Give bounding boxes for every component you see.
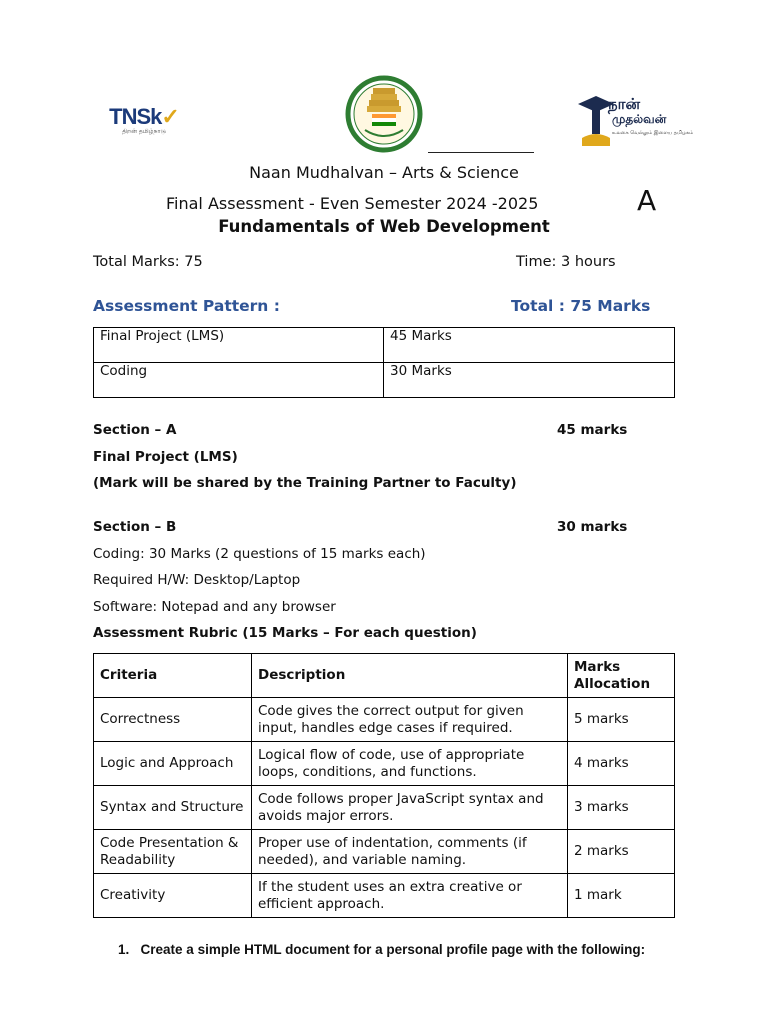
table-row	[94, 698, 675, 742]
table-row	[94, 363, 675, 398]
table-row	[94, 830, 675, 874]
question-set-variant: A	[637, 184, 657, 217]
naan-mudhalvan-logo: நான் முதல்வன் உலகை வெல்லும் இளைய தமிழகம்	[572, 92, 678, 152]
criteria-cell: Syntax and Structure	[94, 786, 252, 830]
tnskill-logo: TNSk✓ திறன் தமிழ்நாடு	[109, 104, 179, 135]
table-row	[94, 874, 675, 918]
tamil-nadu-emblem	[345, 74, 423, 154]
criteria-cell: Code Presentation & Readability	[94, 830, 252, 874]
assessment-title: Final Assessment - Even Semester 2024 -2025	[166, 194, 539, 213]
hardware-info: Required H/W: Desktop/Laptop	[93, 572, 301, 588]
table-row	[94, 328, 675, 363]
assessment-rubric-table	[93, 653, 675, 918]
section-a-line2: (Mark will be shared by the Training Partner to Faculty)	[93, 475, 517, 491]
criteria-cell: Creativity	[94, 874, 252, 918]
assessment-pattern-heading: Assessment Pattern :	[93, 297, 280, 315]
column-header: Criteria	[94, 654, 252, 698]
time-allowed: Time: 3 hours	[516, 254, 616, 270]
signature-line	[428, 152, 534, 153]
marks-cell: 1 mark	[568, 874, 675, 918]
coding-info: Coding: 30 Marks (2 questions of 15 marks each)	[93, 546, 426, 562]
section-b-title: Section – B	[93, 519, 177, 535]
pattern-item: Coding	[94, 363, 384, 398]
section-a-title: Section – A	[93, 422, 177, 438]
assessment-pattern-table	[93, 327, 675, 398]
question-text: Create a simple HTML document for a personal profile page with the following:	[140, 942, 646, 957]
criteria-cell: Logic and Approach	[94, 742, 252, 786]
program-title: Naan Mudhalvan – Arts & Science	[249, 163, 519, 182]
table-header-row	[94, 654, 675, 698]
pattern-marks: 30 Marks	[384, 363, 675, 398]
section-b-marks: 30 marks	[557, 519, 628, 535]
description-cell: If the student uses an extra creative or efficient approach.	[252, 874, 568, 918]
table-row	[94, 742, 675, 786]
column-header: Description	[252, 654, 568, 698]
column-header: Marks Allocation	[568, 654, 675, 698]
question-1	[118, 942, 645, 957]
question-number: 1.	[118, 942, 130, 957]
section-a-marks: 45 marks	[557, 422, 628, 438]
marks-cell: 5 marks	[568, 698, 675, 742]
description-cell: Code follows proper JavaScript syntax and avoids major errors.	[252, 786, 568, 830]
section-a-line1: Final Project (LMS)	[93, 449, 238, 465]
pattern-item: Final Project (LMS)	[94, 328, 384, 363]
pattern-marks: 45 Marks	[384, 328, 675, 363]
rubric-title: Assessment Rubric (15 Marks – For each question)	[93, 625, 477, 641]
criteria-cell: Correctness	[94, 698, 252, 742]
marks-cell: 4 marks	[568, 742, 675, 786]
table-row	[94, 786, 675, 830]
description-cell: Proper use of indentation, comments (if needed), and variable naming.	[252, 830, 568, 874]
marks-cell: 3 marks	[568, 786, 675, 830]
course-title: Fundamentals of Web Development	[218, 217, 550, 236]
software-info: Software: Notepad and any browser	[93, 599, 336, 615]
marks-cell: 2 marks	[568, 830, 675, 874]
total-marks: Total Marks: 75	[93, 254, 203, 270]
description-cell: Logical flow of code, use of appropriate loops, conditions, and functions.	[252, 742, 568, 786]
description-cell: Code gives the correct output for given input, handles edge cases if required.	[252, 698, 568, 742]
assessment-pattern-total: Total : 75 Marks	[511, 297, 651, 315]
